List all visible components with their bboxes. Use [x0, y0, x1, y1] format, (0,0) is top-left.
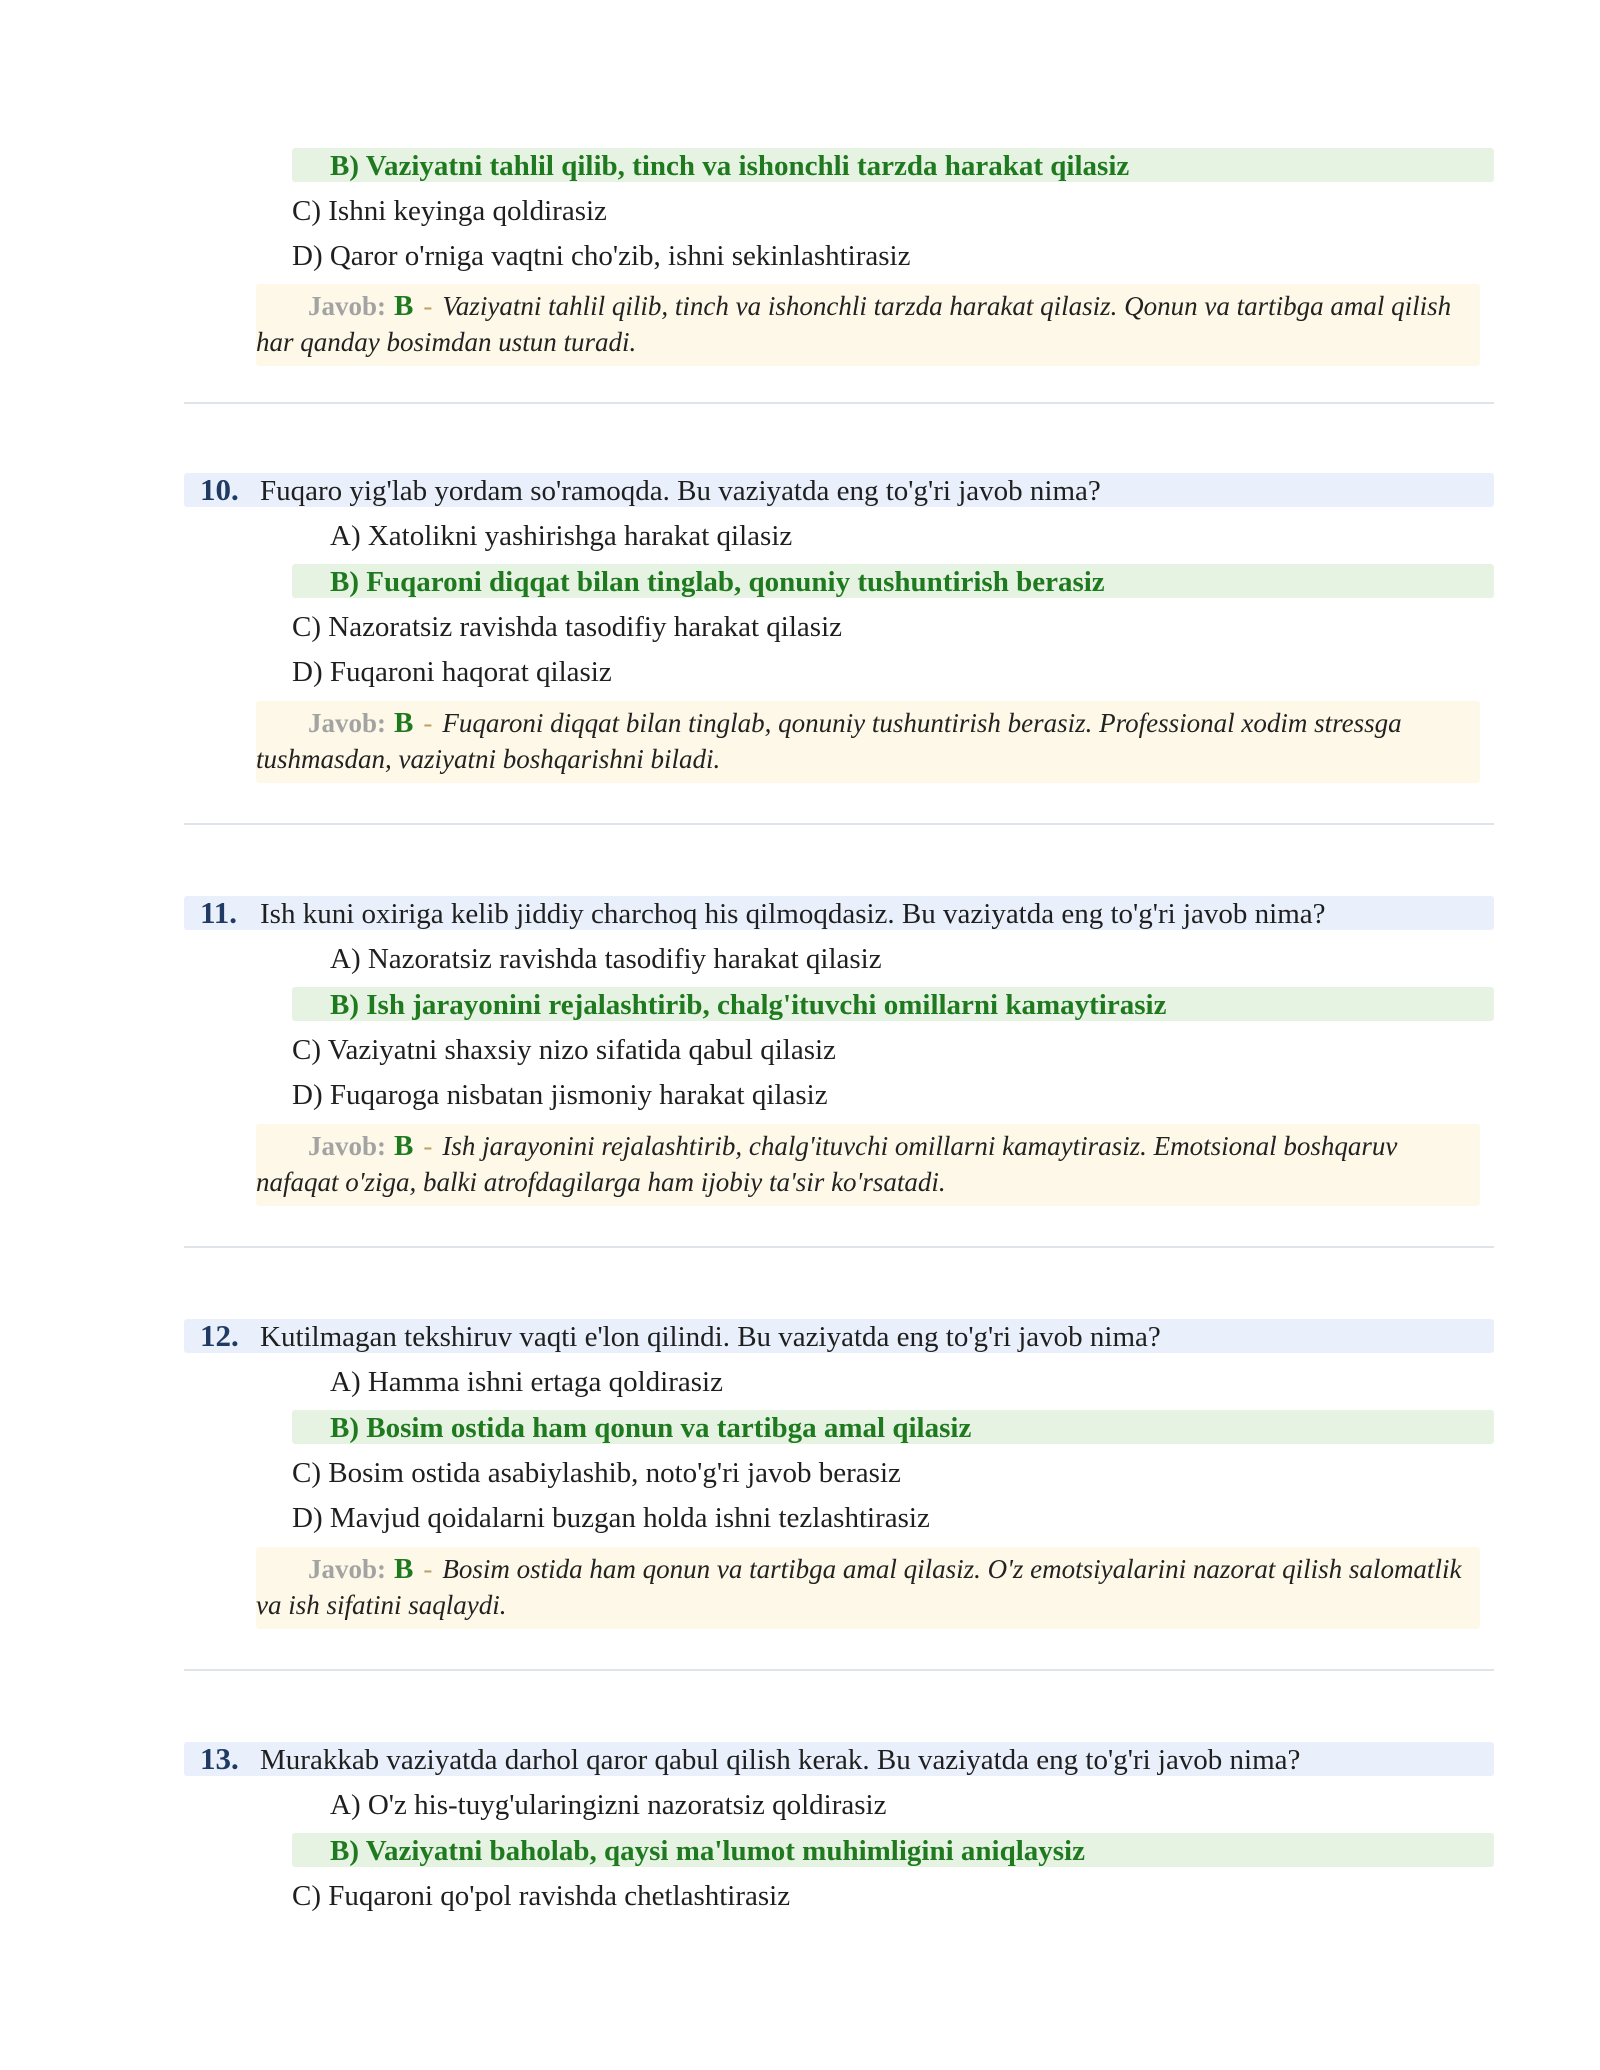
question-number: 11.	[200, 895, 238, 930]
option-d: D) Mavjud qoidalarni buzgan holda ishni tezlashtirasiz	[292, 1502, 930, 1534]
option-d: D) Qaror o'rniga vaqtni cho'zib, ishni sekinlashtirasiz	[292, 240, 911, 272]
answer-key: B	[394, 290, 414, 322]
correct-option-b	[292, 987, 1494, 1021]
question-row	[184, 896, 1494, 930]
question-number: 12.	[200, 1318, 239, 1353]
option-label: B) Vaziyatni tahlil qilib, tinch va ishonchli tarzda harakat qilasiz	[330, 150, 1130, 182]
answer-label: Javob:	[308, 1131, 387, 1161]
question-row	[184, 1319, 1494, 1353]
option-label: B) Bosim ostida ham qonun va tartibga amal qilasiz	[330, 1412, 972, 1444]
option-a: A) O'z his-tuyg'ularingizni nazoratsiz qoldirasiz	[330, 1789, 887, 1821]
option-a: A) Xatolikni yashirishga harakat qilasiz	[330, 520, 793, 552]
answer-dash: -	[423, 291, 433, 321]
correct-option-b	[292, 1833, 1494, 1867]
option-label: B) Ish jarayonini rejalashtirib, chalg'ituvchi omillarni kamaytirasiz	[330, 989, 1167, 1021]
answer-box	[256, 1124, 1480, 1206]
answer-text: Ish jarayonini rejalashtirib, chalg'ituvchi omillarni kamaytirasiz. Emotsional boshqaruv nafaqat o'ziga, balki atrofdagilarga ham ijobiy ta'sir ko'rsatadi.	[256, 1131, 1398, 1197]
question-row	[184, 473, 1494, 507]
answer-label: Javob:	[308, 708, 387, 738]
answer-text: Bosim ostida ham qonun va tartibga amal qilasiz. O'z emotsiyalarini nazorat qilish salomatlik va ish sifatini saqlaydi.	[256, 1554, 1462, 1620]
divider	[184, 402, 1494, 404]
divider	[184, 1246, 1494, 1248]
answer-key: B	[394, 1553, 414, 1585]
answer-dash: -	[423, 708, 433, 738]
question-number: 10.	[200, 472, 239, 507]
option-c: C) Ishni keyinga qoldirasiz	[292, 195, 607, 227]
option-d: D) Fuqaroni haqorat qilasiz	[292, 656, 612, 688]
answer-label: Javob:	[308, 1554, 387, 1584]
option-label: B) Fuqaroni diqqat bilan tinglab, qonuniy tushuntirish berasiz	[330, 566, 1105, 598]
answer-label: Javob:	[308, 291, 387, 321]
answer-key: B	[394, 707, 414, 739]
divider	[184, 1669, 1494, 1671]
answer-text: Fuqaroni diqqat bilan tinglab, qonuniy tushuntirish berasiz. Professional xodim stressga tushmasdan, vaziyatni boshqarishni biladi.	[256, 708, 1402, 774]
answer-dash: -	[423, 1131, 433, 1161]
answer-dash: -	[423, 1554, 433, 1584]
question-row	[184, 1742, 1494, 1776]
answer-box	[256, 284, 1480, 366]
question-text: Murakkab vaziyatda darhol qaror qabul qilish kerak. Bu vaziyatda eng to'g'ri javob nima?	[260, 1744, 1301, 1776]
option-label: B) Vaziyatni baholab, qaysi ma'lumot muhimligini aniqlaysiz	[330, 1835, 1085, 1867]
answer-box	[256, 701, 1480, 783]
answer-key: B	[394, 1130, 414, 1162]
option-c: C) Vaziyatni shaxsiy nizo sifatida qabul qilasiz	[292, 1034, 836, 1066]
option-d: D) Fuqaroga nisbatan jismoniy harakat qilasiz	[292, 1079, 828, 1111]
option-a: A) Hamma ishni ertaga qoldirasiz	[330, 1366, 723, 1398]
option-c: C) Fuqaroni qo'pol ravishda chetlashtirasiz	[292, 1880, 791, 1912]
divider	[184, 823, 1494, 825]
option-a: A) Nazoratsiz ravishda tasodifiy harakat qilasiz	[330, 943, 882, 975]
question-text: Ish kuni oxiriga kelib jiddiy charchoq his qilmoqdasiz. Bu vaziyatda eng to'g'ri javob nima?	[260, 898, 1326, 930]
correct-option-b	[292, 564, 1494, 598]
question-number: 13.	[200, 1741, 239, 1776]
answer-text: Vaziyatni tahlil qilib, tinch va ishonchli tarzda harakat qilasiz. Qonun va tartibga amal qilish har qanday bosimdan ustun turadi.	[256, 291, 1452, 357]
option-c: C) Bosim ostida asabiylashib, noto'g'ri javob berasiz	[292, 1457, 901, 1489]
question-text: Fuqaro yig'lab yordam so'ramoqda. Bu vaziyatda eng to'g'ri javob nima?	[260, 475, 1101, 507]
answer-box	[256, 1547, 1480, 1629]
correct-option-b	[292, 1410, 1494, 1444]
question-text: Kutilmagan tekshiruv vaqti e'lon qilindi. Bu vaziyatda eng to'g'ri javob nima?	[260, 1321, 1161, 1353]
option-c: C) Nazoratsiz ravishda tasodifiy harakat qilasiz	[292, 611, 842, 643]
correct-option-b	[292, 148, 1494, 182]
